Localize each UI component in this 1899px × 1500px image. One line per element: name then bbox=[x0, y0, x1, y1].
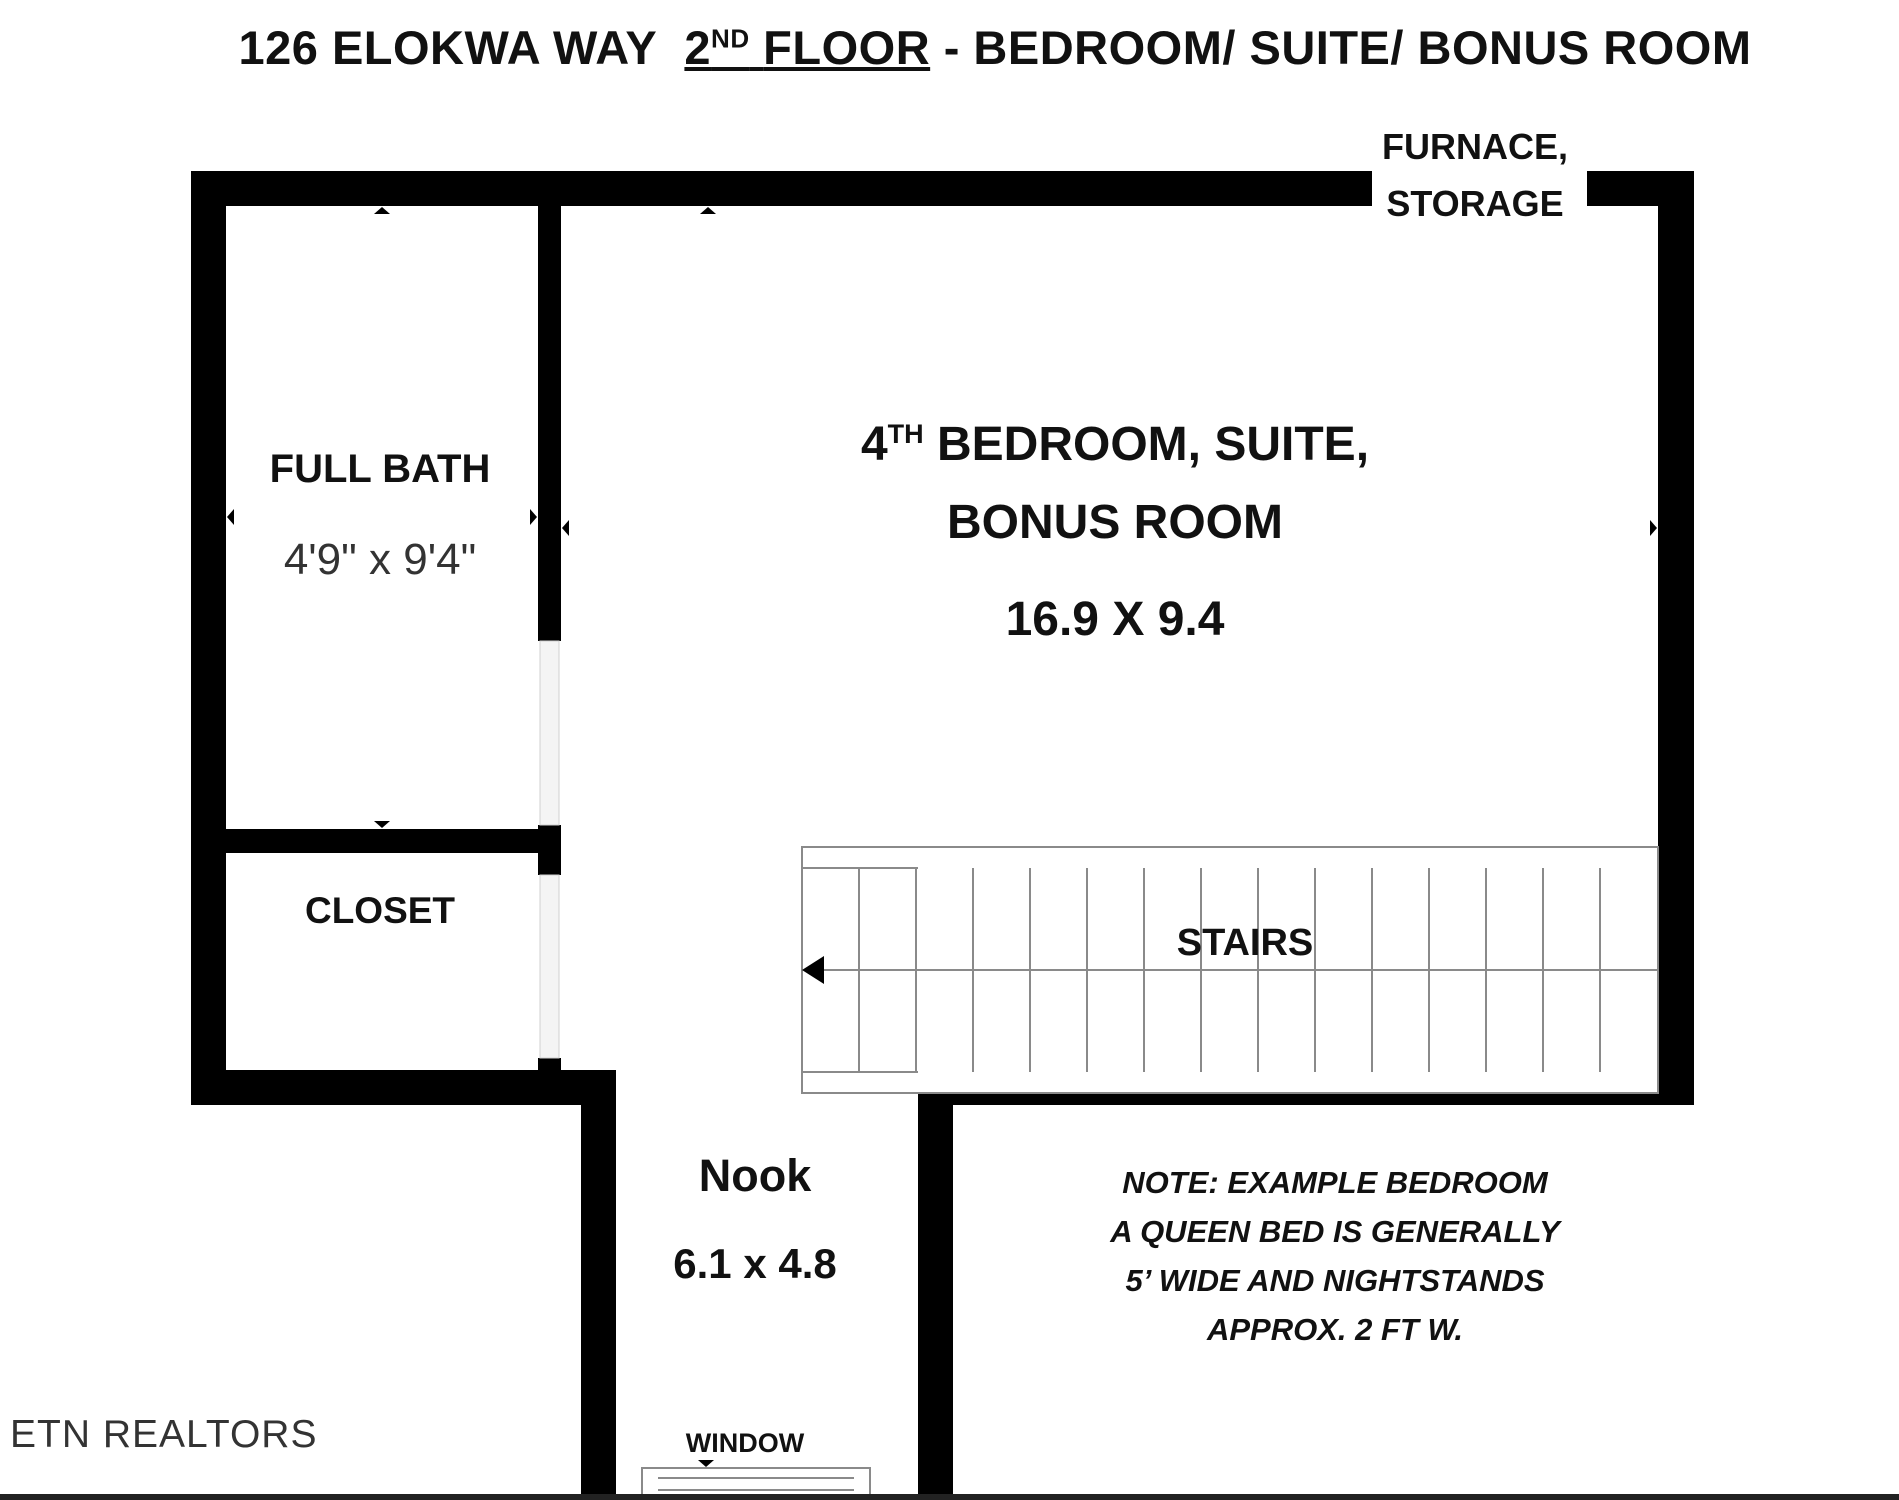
title-address: 126 ELOKWA WAY bbox=[238, 21, 658, 74]
bath-door-opening bbox=[540, 641, 559, 825]
bedroom-number-suffix: TH bbox=[887, 419, 924, 449]
page-title bbox=[0, 20, 1899, 75]
right-wall-upper bbox=[1658, 171, 1694, 860]
left-wall bbox=[191, 171, 226, 1105]
title-floor bbox=[684, 21, 930, 74]
stairs-label: STAIRS bbox=[1176, 922, 1314, 964]
dimension-arrow-icon bbox=[698, 1460, 714, 1467]
bath-closet-wall bbox=[226, 829, 561, 853]
nook-left-wall bbox=[581, 1070, 616, 1500]
bedroom-label-line2: BONUS ROOM bbox=[947, 496, 1283, 549]
furnace-storage-label bbox=[1355, 118, 1595, 232]
bedroom-dimensions: 16.9 X 9.4 bbox=[1005, 593, 1225, 646]
closet-divider-stub bbox=[538, 1058, 561, 1078]
dimension-arrow-icon bbox=[227, 509, 234, 525]
note-line: APPROX. 2 FT W. bbox=[1206, 1312, 1464, 1347]
bedroom-label-line1 bbox=[790, 417, 1440, 472]
dimension-arrow-icon bbox=[374, 207, 390, 214]
full-bath-label: FULL BATH bbox=[269, 447, 491, 491]
dimension-arrow-icon bbox=[374, 821, 390, 828]
dimension-arrow-icon bbox=[530, 509, 537, 525]
full-bath-dimensions: 4'9" x 9'4" bbox=[283, 535, 477, 584]
dimension-arrow-icon bbox=[562, 520, 569, 536]
bedroom-label-text: BEDROOM, SUITE, bbox=[937, 418, 1370, 471]
closet-door-opening bbox=[540, 875, 559, 1058]
nook-label: Nook bbox=[698, 1150, 812, 1201]
right-wall-lower bbox=[1658, 860, 1694, 1105]
dimension-arrow-icon bbox=[1650, 520, 1657, 536]
stairs bbox=[802, 847, 1658, 1093]
closet-label: CLOSET bbox=[304, 890, 456, 931]
bedroom-number: 4 bbox=[860, 418, 888, 471]
dimension-arrow-icon bbox=[700, 207, 716, 214]
title-floor-number: 2 bbox=[684, 21, 712, 74]
furnace-label-line1: FURNACE, bbox=[1382, 126, 1568, 167]
window-label: WINDOW bbox=[685, 1428, 805, 1458]
brand-watermark: ETN REALTORS bbox=[10, 1413, 318, 1456]
note-line: 5’ WIDE AND NIGHTSTANDS bbox=[1125, 1263, 1545, 1298]
bottom-border bbox=[0, 1494, 1899, 1500]
bath-divider-upper bbox=[538, 206, 561, 641]
nook-dimensions: 6.1 x 4.8 bbox=[673, 1240, 837, 1287]
title-floor-word: FLOOR bbox=[763, 21, 931, 74]
nook-right-wall bbox=[918, 1070, 953, 1500]
title-floor-suffix: ND bbox=[711, 23, 750, 54]
bedroom-note bbox=[1085, 1158, 1585, 1354]
note-line: NOTE: EXAMPLE BEDROOM bbox=[1122, 1165, 1548, 1200]
furnace-label-line2: STORAGE bbox=[1386, 183, 1564, 224]
title-rooms: - BEDROOM/ SUITE/ BONUS ROOM bbox=[943, 21, 1752, 74]
note-line: A QUEEN BED IS GENERALLY bbox=[1110, 1214, 1560, 1249]
top-wall-left bbox=[191, 171, 1372, 206]
